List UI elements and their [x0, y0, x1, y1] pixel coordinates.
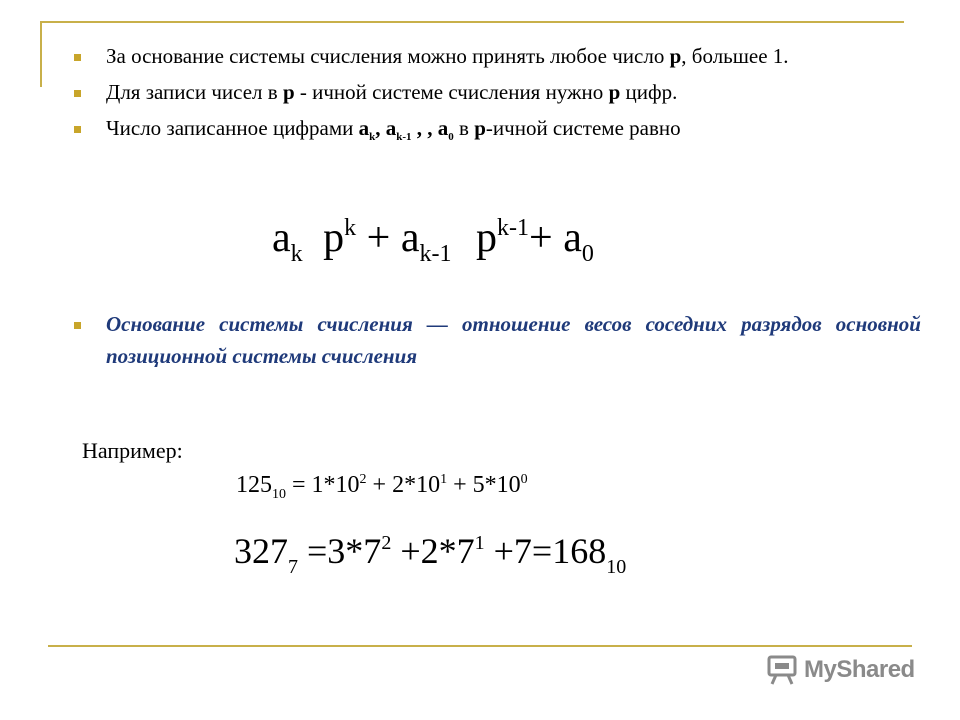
bullet-item-base: За основание системы счисления можно принять любое число p, большее 1.: [70, 40, 885, 72]
bullet-square-icon: [74, 322, 81, 329]
bullet-square-icon: [74, 90, 81, 97]
watermark-text: MyShared: [804, 656, 915, 683]
top-border-line: [40, 21, 904, 23]
formula-general: $a_k$ $p^k + a_{k-1}$ $p^{k-1}+ a_0$: [272, 215, 594, 267]
example-label: Например:: [82, 438, 183, 463]
watermark: [766, 654, 915, 686]
definition-item: [70, 308, 921, 372]
left-border-line: [40, 21, 42, 87]
example-327: $327_7 =3*7^2 +2*7^1 +7=168_{10}$: [234, 531, 627, 578]
bullet-square-icon: [74, 126, 81, 133]
definition-text: Основание системы счисления — отношение весов соседних разрядов основной позиционной системы счисления: [106, 312, 921, 368]
bullet-item-digits: Для записи чисел в p - ичной системе счисления нужно p цифр.: [70, 76, 885, 108]
bullet-square-icon: [74, 54, 81, 61]
bullet-item-number-value: Число записанное цифрами $a_k$, $a_{k-1}$ , , $a_0$ в p-ичной системе равно: [70, 112, 885, 153]
example-125: $125_{10} = 1*10^2 + 2*10^1 + 5*10^0$: [236, 472, 528, 502]
bullet-list: [70, 40, 885, 153]
presentation-board-icon: [766, 654, 798, 686]
bottom-border-line: [48, 645, 912, 647]
